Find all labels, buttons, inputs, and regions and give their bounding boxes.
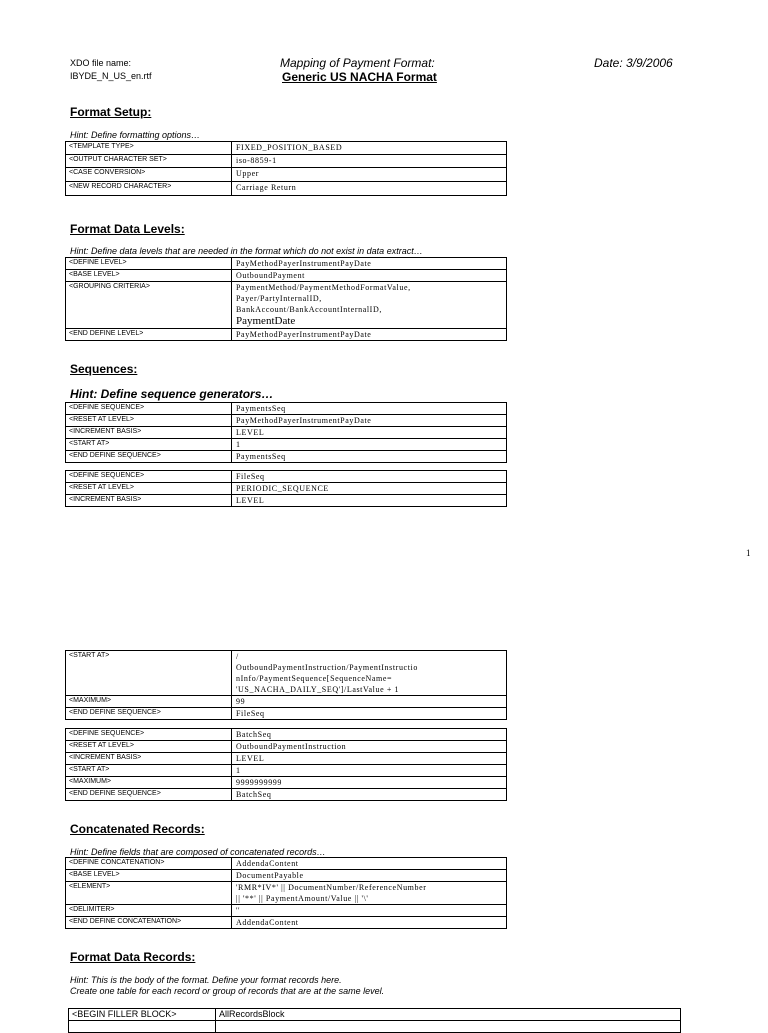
table-row: <OUTPUT CHARACTER SET> iso-8859-1 xyxy=(66,155,507,168)
table-row: <START AT> 1 xyxy=(66,439,507,451)
sequence-table-file-cont xyxy=(65,650,507,720)
concatenation-table xyxy=(65,857,507,929)
table-row: <INCREMENT BASIS> LEVEL xyxy=(66,495,507,507)
mapping-title: Mapping of Payment Format: xyxy=(280,56,435,70)
data-levels-table xyxy=(65,257,507,341)
data-levels-title: Format Data Levels: xyxy=(70,222,185,236)
data-records-table xyxy=(68,1008,681,1033)
page-number: 1 xyxy=(746,548,751,558)
table-row: <END DEFINE CONCATENATION> AddendaContent xyxy=(66,917,507,929)
table-row: <BEGIN FILLER BLOCK> AllRecordsBlock xyxy=(69,1009,681,1021)
table-row: <END DEFINE SEQUENCE> PaymentsSeq xyxy=(66,451,507,463)
table-row: <INCREMENT BASIS> LEVEL xyxy=(66,427,507,439)
sequences-hint: Hint: Define sequence generators… xyxy=(70,387,274,401)
format-setup-title: Format Setup: xyxy=(70,105,152,119)
format-name: Generic US NACHA Format xyxy=(282,70,437,84)
table-row: <GROUPING CRITERIA> PaymentMethod/PaymentMethodFormatValue, Payer/PartyInternalID, BankAccount/BankAccountInternalID, PaymentDate xyxy=(66,282,507,329)
table-row: <RESET AT LEVEL> PERIODIC_SEQUENCE xyxy=(66,483,507,495)
table-row: <BASE LEVEL> OutboundPayment xyxy=(66,270,507,282)
table-row: <DELIMITER> '' xyxy=(66,905,507,917)
data-levels-hint: Hint: Define data levels that are needed in the format which do not exist in data extract… xyxy=(70,246,423,256)
xdo-file-label: XDO file name: xyxy=(70,58,132,68)
data-records-hint-1: Hint: This is the body of the format. Define your format records here. xyxy=(70,975,342,985)
table-row: <DEFINE CONCATENATION> AddendaContent xyxy=(66,858,507,870)
concatenated-hint: Hint: Define fields that are composed of concatenated records… xyxy=(70,847,326,857)
table-row: <END DEFINE SEQUENCE> FileSeq xyxy=(66,708,507,720)
table-row: <ELEMENT> 'RMR*IV*' || DocumentNumber/ReferenceNumber || '**' || PaymentAmount/Value || '\' xyxy=(66,882,507,905)
table-row: <RESET AT LEVEL> OutboundPaymentInstruction xyxy=(66,741,507,753)
table-row: <RESET AT LEVEL> PayMethodPayerInstrumentPayDate xyxy=(66,415,507,427)
table-row: <END DEFINE LEVEL> PayMethodPayerInstrumentPayDate xyxy=(66,329,507,341)
sequence-table-batch xyxy=(65,728,507,801)
table-row: <DEFINE SEQUENCE> FileSeq xyxy=(66,471,507,483)
sequences-title: Sequences: xyxy=(70,362,138,376)
table-row: <START AT> / OutboundPaymentInstruction/PaymentInstructio nInfo/PaymentSequence[SequenceName= 'US_NACHA_DAILY_SEQ']/LastValue + 1 xyxy=(66,651,507,696)
xdo-file-name: IBYDE_N_US_en.rtf xyxy=(70,71,152,81)
sequence-table-file xyxy=(65,470,507,507)
table-row: <END DEFINE SEQUENCE> BatchSeq xyxy=(66,789,507,801)
data-records-title: Format Data Records: xyxy=(70,950,196,964)
format-setup-hint: Hint: Define formatting options… xyxy=(70,130,201,140)
table-row: <TEMPLATE TYPE> FIXED_POSITION_BASED xyxy=(66,142,507,155)
table-row: <MAXIMUM> 9999999999 xyxy=(66,777,507,789)
table-row: <INCREMENT BASIS> LEVEL xyxy=(66,753,507,765)
table-row: <CASE CONVERSION> Upper xyxy=(66,168,507,182)
table-row: <DEFINE LEVEL> PayMethodPayerInstrumentPayDate xyxy=(66,258,507,270)
table-row: <MAXIMUM> 99 xyxy=(66,696,507,708)
format-setup-table xyxy=(65,141,507,196)
sequence-table-payments xyxy=(65,402,507,463)
table-row: <DEFINE SEQUENCE> PaymentsSeq xyxy=(66,403,507,415)
document-date: Date: 3/9/2006 xyxy=(594,56,673,70)
table-row xyxy=(69,1021,681,1033)
table-row: <BASE LEVEL> DocumentPayable xyxy=(66,870,507,882)
concatenated-title: Concatenated Records: xyxy=(70,822,205,836)
table-row: <START AT> 1 xyxy=(66,765,507,777)
table-row: <NEW RECORD CHARACTER> Carriage Return xyxy=(66,182,507,196)
table-row: <DEFINE SEQUENCE> BatchSeq xyxy=(66,729,507,741)
data-records-hint-2: Create one table for each record or group of records that are at the same level. xyxy=(70,986,385,996)
